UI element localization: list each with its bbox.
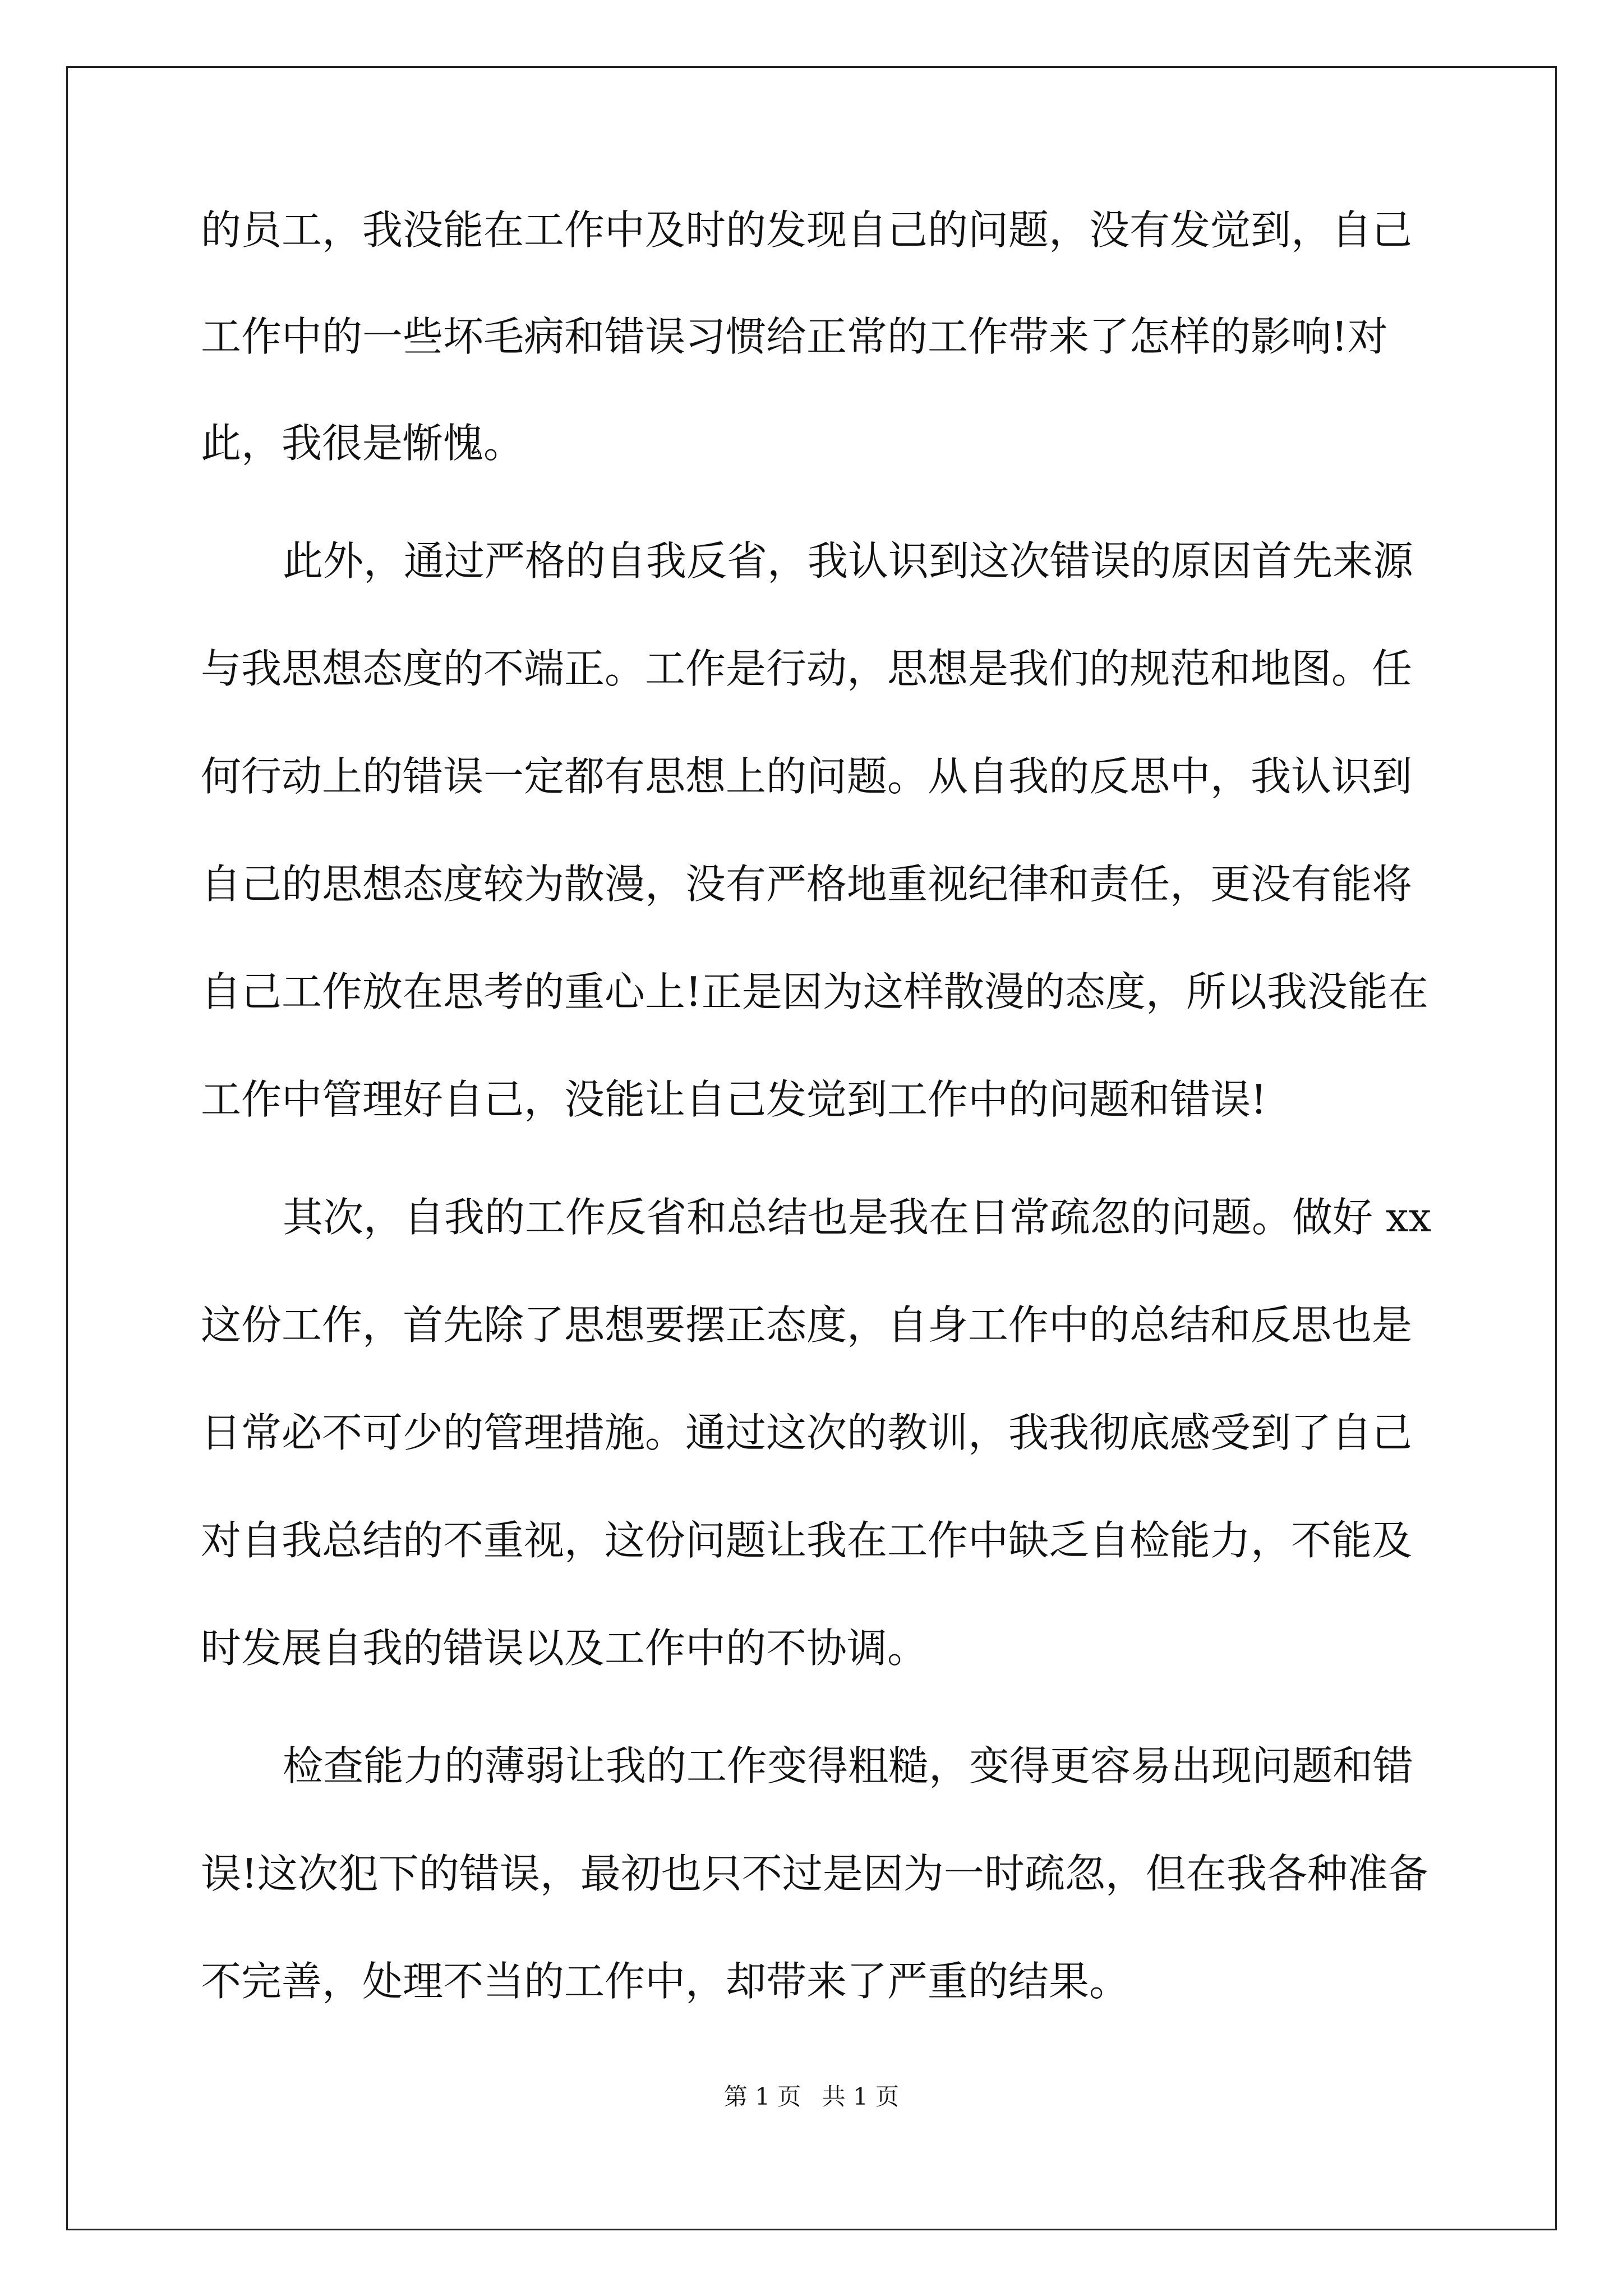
text-line-1: 的员工，我没能在工作中及时的发现自己的问题，没有发觉到，自己 (201, 206, 1413, 254)
text-line-14: 时发展自我的错误以及工作中的不协调。 (201, 1625, 928, 1672)
text-line-13: 对自我总结的不重视，这份问题让我在工作中缺乏自检能力，不能及 (201, 1517, 1413, 1564)
text-line-16: 误!这次犯下的错误，最初也只不过是因为一时疏忽，但在我各种准备 (201, 1850, 1428, 1897)
text-line-2: 工作中的一些坏毛病和错误习惯给正常的工作带来了怎样的影响!对 (201, 313, 1388, 360)
text-line-4: 此外，通过严格的自我反省，我认识到这次错误的原因首先来源 (283, 537, 1414, 585)
text-line-5: 与我思想态度的不端正。工作是行动，思想是我们的规范和地图。任 (201, 645, 1413, 692)
text-line-11: 这份工作，首先除了思想要摆正态度，自身工作中的总结和反思也是 (201, 1301, 1413, 1349)
page-total: 共 1 页 (822, 2083, 900, 2110)
page-footer (0, 2078, 1623, 2112)
text-line-10: 其次，自我的工作反省和总结也是我在日常疏忽的问题。做好 xx (283, 1194, 1432, 1241)
page-frame (66, 66, 1557, 2230)
text-line-15: 检查能力的薄弱让我的工作变得粗糙，变得更容易出现问题和错 (283, 1742, 1414, 1789)
text-line-9: 工作中管理好自己，没能让自己发觉到工作中的问题和错误! (201, 1076, 1267, 1123)
text-line-7: 自己的思想态度较为散漫，没有严格地重视纪律和责任，更没有能将 (201, 861, 1413, 908)
text-line-12: 日常必不可少的管理措施。通过这次的教训，我我彻底感受到了自己 (201, 1409, 1413, 1456)
page-number: 第 1 页 (723, 2083, 801, 2110)
text-line-17: 不完善，处理不当的工作中，却带来了严重的结果。 (201, 1958, 1130, 2005)
text-line-3: 此，我很是惭愧。 (201, 420, 524, 467)
text-line-6: 何行动上的错误一定都有思想上的问题。从自我的反思中，我认识到 (201, 753, 1413, 800)
text-line-8: 自己工作放在思考的重心上!正是因为这样散漫的态度，所以我没能在 (201, 968, 1428, 1015)
